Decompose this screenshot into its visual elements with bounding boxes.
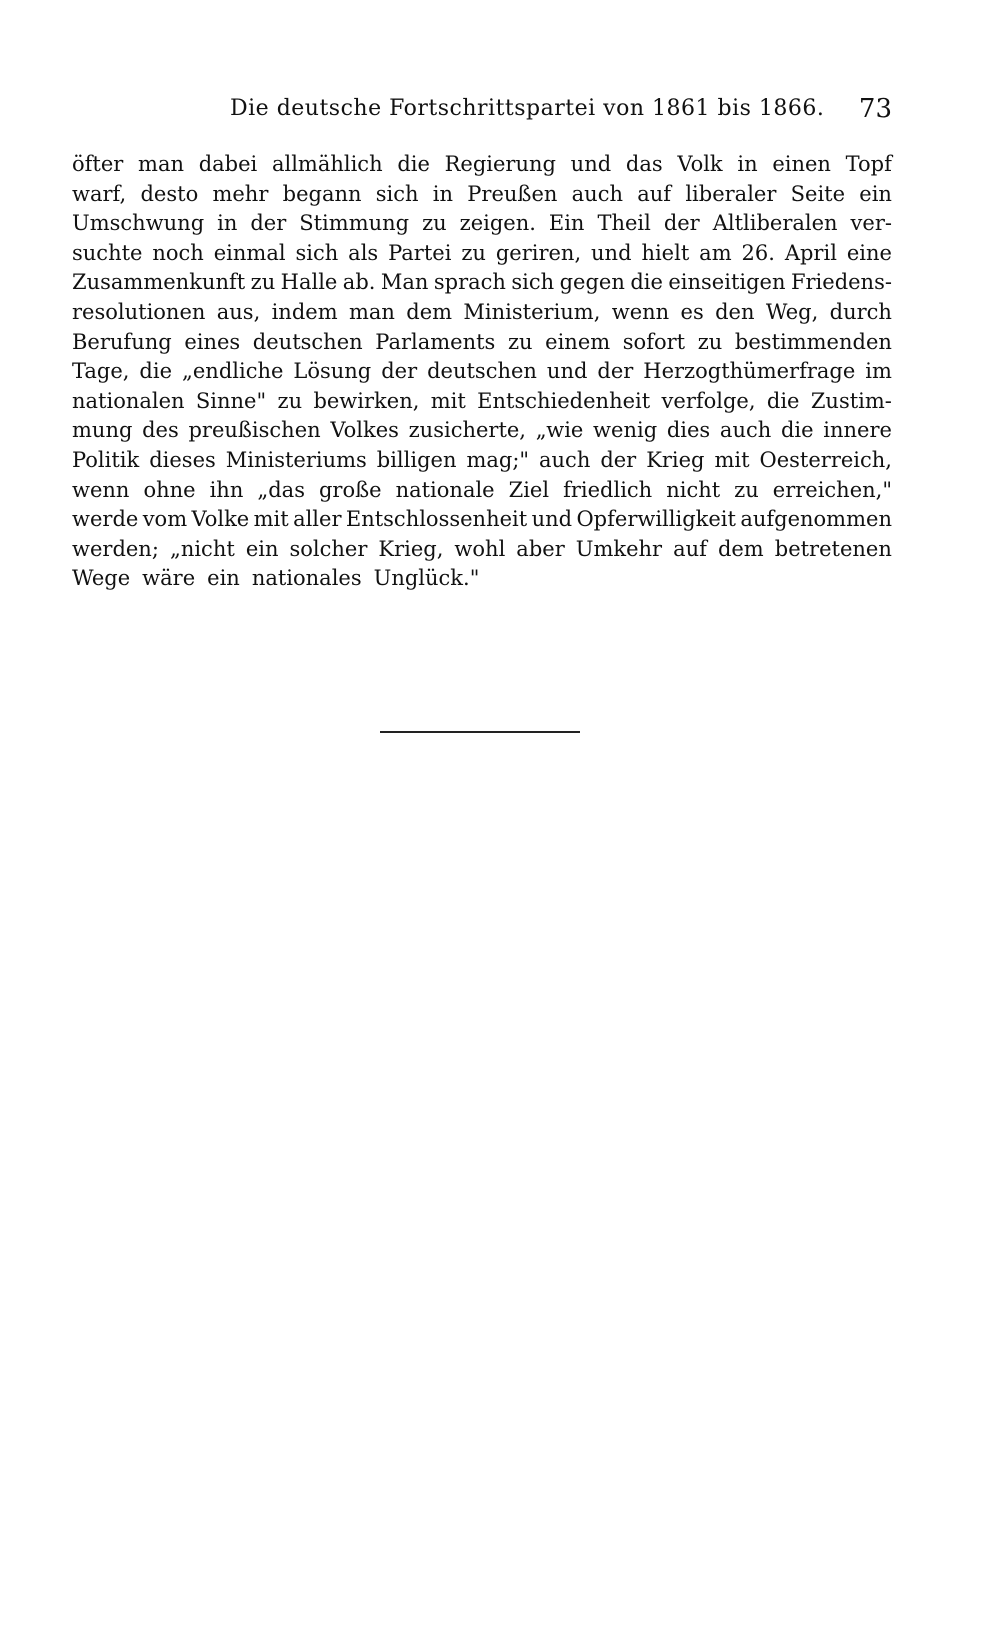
word: nationales — [251, 566, 362, 591]
text-line — [72, 239, 892, 269]
word: einem — [545, 329, 611, 354]
word: ab. — [342, 270, 376, 295]
word: Regierung — [444, 152, 556, 176]
word: öfter — [72, 152, 124, 176]
word: April — [784, 240, 837, 265]
word: Herzogthümerfrage — [643, 359, 856, 384]
word: friedlich — [563, 477, 653, 502]
word: Halle — [280, 270, 338, 295]
word: zu — [734, 477, 759, 502]
word: zu — [422, 211, 447, 236]
word: man — [348, 299, 395, 324]
word: bewirken, — [313, 388, 420, 413]
word: mag;" — [466, 447, 530, 472]
word: mung — [72, 418, 133, 443]
word: betretenen — [774, 536, 892, 561]
text-line — [72, 387, 892, 417]
word: liberaler — [685, 181, 777, 206]
word: gegen — [559, 270, 625, 295]
word: warf, — [72, 181, 127, 206]
word: auch — [539, 447, 591, 472]
word: sich — [375, 181, 419, 206]
word: und — [531, 507, 573, 532]
word: auf — [673, 536, 707, 561]
word: ein — [245, 536, 279, 561]
word: auf — [637, 181, 672, 206]
word: werden; — [72, 536, 159, 561]
word: Entschiedenheit — [477, 388, 651, 413]
word: der — [597, 359, 634, 384]
word: vom — [142, 507, 188, 532]
word: hielt — [641, 240, 690, 265]
word: Volke — [191, 507, 250, 532]
word: man — [138, 152, 184, 176]
word: indem — [271, 299, 338, 324]
word: zu — [461, 240, 486, 265]
body-paragraph — [72, 150, 892, 594]
word: die — [780, 418, 814, 443]
word: ihn — [209, 477, 244, 502]
word: Preußen — [467, 181, 558, 206]
word: resolutionen — [72, 299, 206, 324]
word: wenig — [593, 418, 658, 443]
word: Zusammenkunft — [72, 270, 246, 295]
text-line — [72, 535, 892, 565]
word: aber — [516, 536, 565, 561]
word: allmählich — [271, 152, 383, 176]
word: zu — [277, 388, 303, 413]
word: werde — [72, 507, 139, 532]
word: Ministeriums — [225, 447, 367, 472]
text-line — [72, 209, 892, 239]
word: 26. — [741, 240, 775, 265]
word: dem — [717, 536, 764, 561]
word: aufgenommen — [740, 507, 892, 532]
word: ein — [207, 566, 240, 591]
word: dies — [666, 418, 711, 443]
word: wenn — [72, 477, 130, 502]
word: Krieg — [646, 447, 705, 472]
word: sofort — [622, 329, 686, 354]
text-line — [72, 150, 892, 180]
word: aus, — [216, 299, 261, 324]
text-line — [72, 505, 892, 535]
page-number: 73 — [858, 94, 892, 124]
word: Theil — [597, 211, 651, 236]
word: zu — [697, 329, 723, 354]
word: zu — [507, 329, 533, 354]
word: Partei — [388, 240, 452, 265]
word: Unglück." — [373, 566, 480, 591]
word: Zustim- — [810, 388, 892, 413]
word: große — [318, 477, 382, 502]
word: desto — [140, 181, 199, 206]
word: zeigen. — [459, 211, 536, 236]
word: eines — [184, 329, 241, 354]
word: auch — [719, 418, 772, 443]
word: einseitigen — [668, 270, 786, 295]
section-divider-rule — [380, 731, 580, 733]
word: und — [570, 152, 612, 176]
word: sprach — [433, 270, 506, 295]
word: innere — [823, 418, 892, 443]
word: als — [348, 240, 379, 265]
word: dem — [406, 299, 453, 324]
word: Sinne" — [195, 388, 267, 413]
word: des — [142, 418, 179, 443]
word: Seite — [790, 181, 846, 206]
word: bestimmenden — [734, 329, 892, 354]
word: nationalen — [72, 388, 185, 413]
word: in — [737, 152, 758, 176]
text-line — [72, 268, 892, 298]
word: sich — [511, 270, 555, 295]
word: die — [766, 388, 800, 413]
word: der — [600, 447, 637, 472]
word: „das — [257, 477, 305, 502]
word: Ein — [548, 211, 585, 236]
word: suchte — [72, 240, 143, 265]
running-title: Die deutsche Fortschrittspartei von 1861 bis 1866. — [230, 96, 825, 121]
word: auch — [571, 181, 623, 206]
text-line — [72, 180, 892, 210]
text-line — [72, 476, 892, 506]
word: mit — [430, 388, 466, 413]
word: Man — [380, 270, 429, 295]
word: Entschlossenheit — [345, 507, 528, 532]
word: die — [139, 359, 173, 384]
word: und — [591, 240, 632, 265]
text-line — [72, 328, 892, 358]
word: Oesterreich, — [759, 447, 892, 472]
word: es — [680, 299, 704, 324]
word: zusicherte, — [408, 418, 526, 443]
word: Ministerium, — [463, 299, 601, 324]
word: die — [397, 152, 430, 176]
word: sich — [295, 240, 339, 265]
word: preußischen — [188, 418, 321, 443]
text-line — [72, 564, 892, 594]
word: „nicht — [169, 536, 235, 561]
word: solcher — [289, 536, 368, 561]
word: wäre — [142, 566, 196, 591]
text-line — [72, 416, 892, 446]
word: durch — [829, 299, 892, 324]
word: dieses — [149, 447, 216, 472]
word: am — [699, 240, 732, 265]
word: einen — [772, 152, 831, 176]
text-line — [72, 446, 892, 476]
word: und — [546, 359, 588, 384]
word: ein — [859, 181, 892, 206]
word: dabei — [198, 152, 258, 176]
word: Umkehr — [575, 536, 663, 561]
word: der — [663, 211, 700, 236]
word: im — [865, 359, 892, 384]
word: Krieg, — [378, 536, 444, 561]
word: mehr — [212, 181, 269, 206]
word: billigen — [376, 447, 457, 472]
word: Stimmung — [299, 211, 410, 236]
word: Volkes — [330, 418, 399, 443]
word: Volk — [677, 152, 723, 176]
word: Topf — [845, 152, 892, 176]
word: Politik — [72, 447, 140, 472]
word: eine — [846, 240, 892, 265]
word: begann — [282, 181, 362, 206]
word: ver- — [850, 211, 892, 236]
word: deutschen — [427, 359, 537, 384]
word: „endliche — [181, 359, 284, 384]
word: aller — [293, 507, 342, 532]
word: Tage, — [72, 359, 130, 384]
word: Opferwilligkeit — [576, 507, 736, 532]
word: Altliberalen — [712, 211, 838, 236]
word: der — [381, 359, 418, 384]
word: einmal — [213, 240, 286, 265]
word: „wie — [535, 418, 584, 443]
word: geriren, — [495, 240, 582, 265]
word: nicht — [666, 477, 721, 502]
word: wohl — [454, 536, 506, 561]
word: noch — [152, 240, 204, 265]
word: mit — [253, 507, 289, 532]
word: mit — [714, 447, 750, 472]
word: deutschen — [252, 329, 363, 354]
word: Friedens- — [790, 270, 892, 295]
word: den — [715, 299, 755, 324]
word: Lösung — [293, 359, 372, 384]
word: Weg, — [765, 299, 819, 324]
word: verfolge, — [661, 388, 756, 413]
word: zu — [250, 270, 276, 295]
word: die — [630, 270, 663, 295]
word: das — [625, 152, 663, 176]
word: Umschwung — [72, 211, 205, 236]
word: in — [217, 211, 238, 236]
word: erreichen," — [772, 477, 892, 502]
word: Berufung — [72, 329, 172, 354]
word: Parlaments — [375, 329, 496, 354]
word: wenn — [611, 299, 670, 324]
word: ohne — [143, 477, 196, 502]
word: in — [432, 181, 454, 206]
text-line — [72, 298, 892, 328]
text-line — [72, 357, 892, 387]
word: der — [250, 211, 287, 236]
word: Ziel — [508, 477, 550, 502]
word: Wege — [72, 566, 131, 591]
word: nationale — [395, 477, 495, 502]
